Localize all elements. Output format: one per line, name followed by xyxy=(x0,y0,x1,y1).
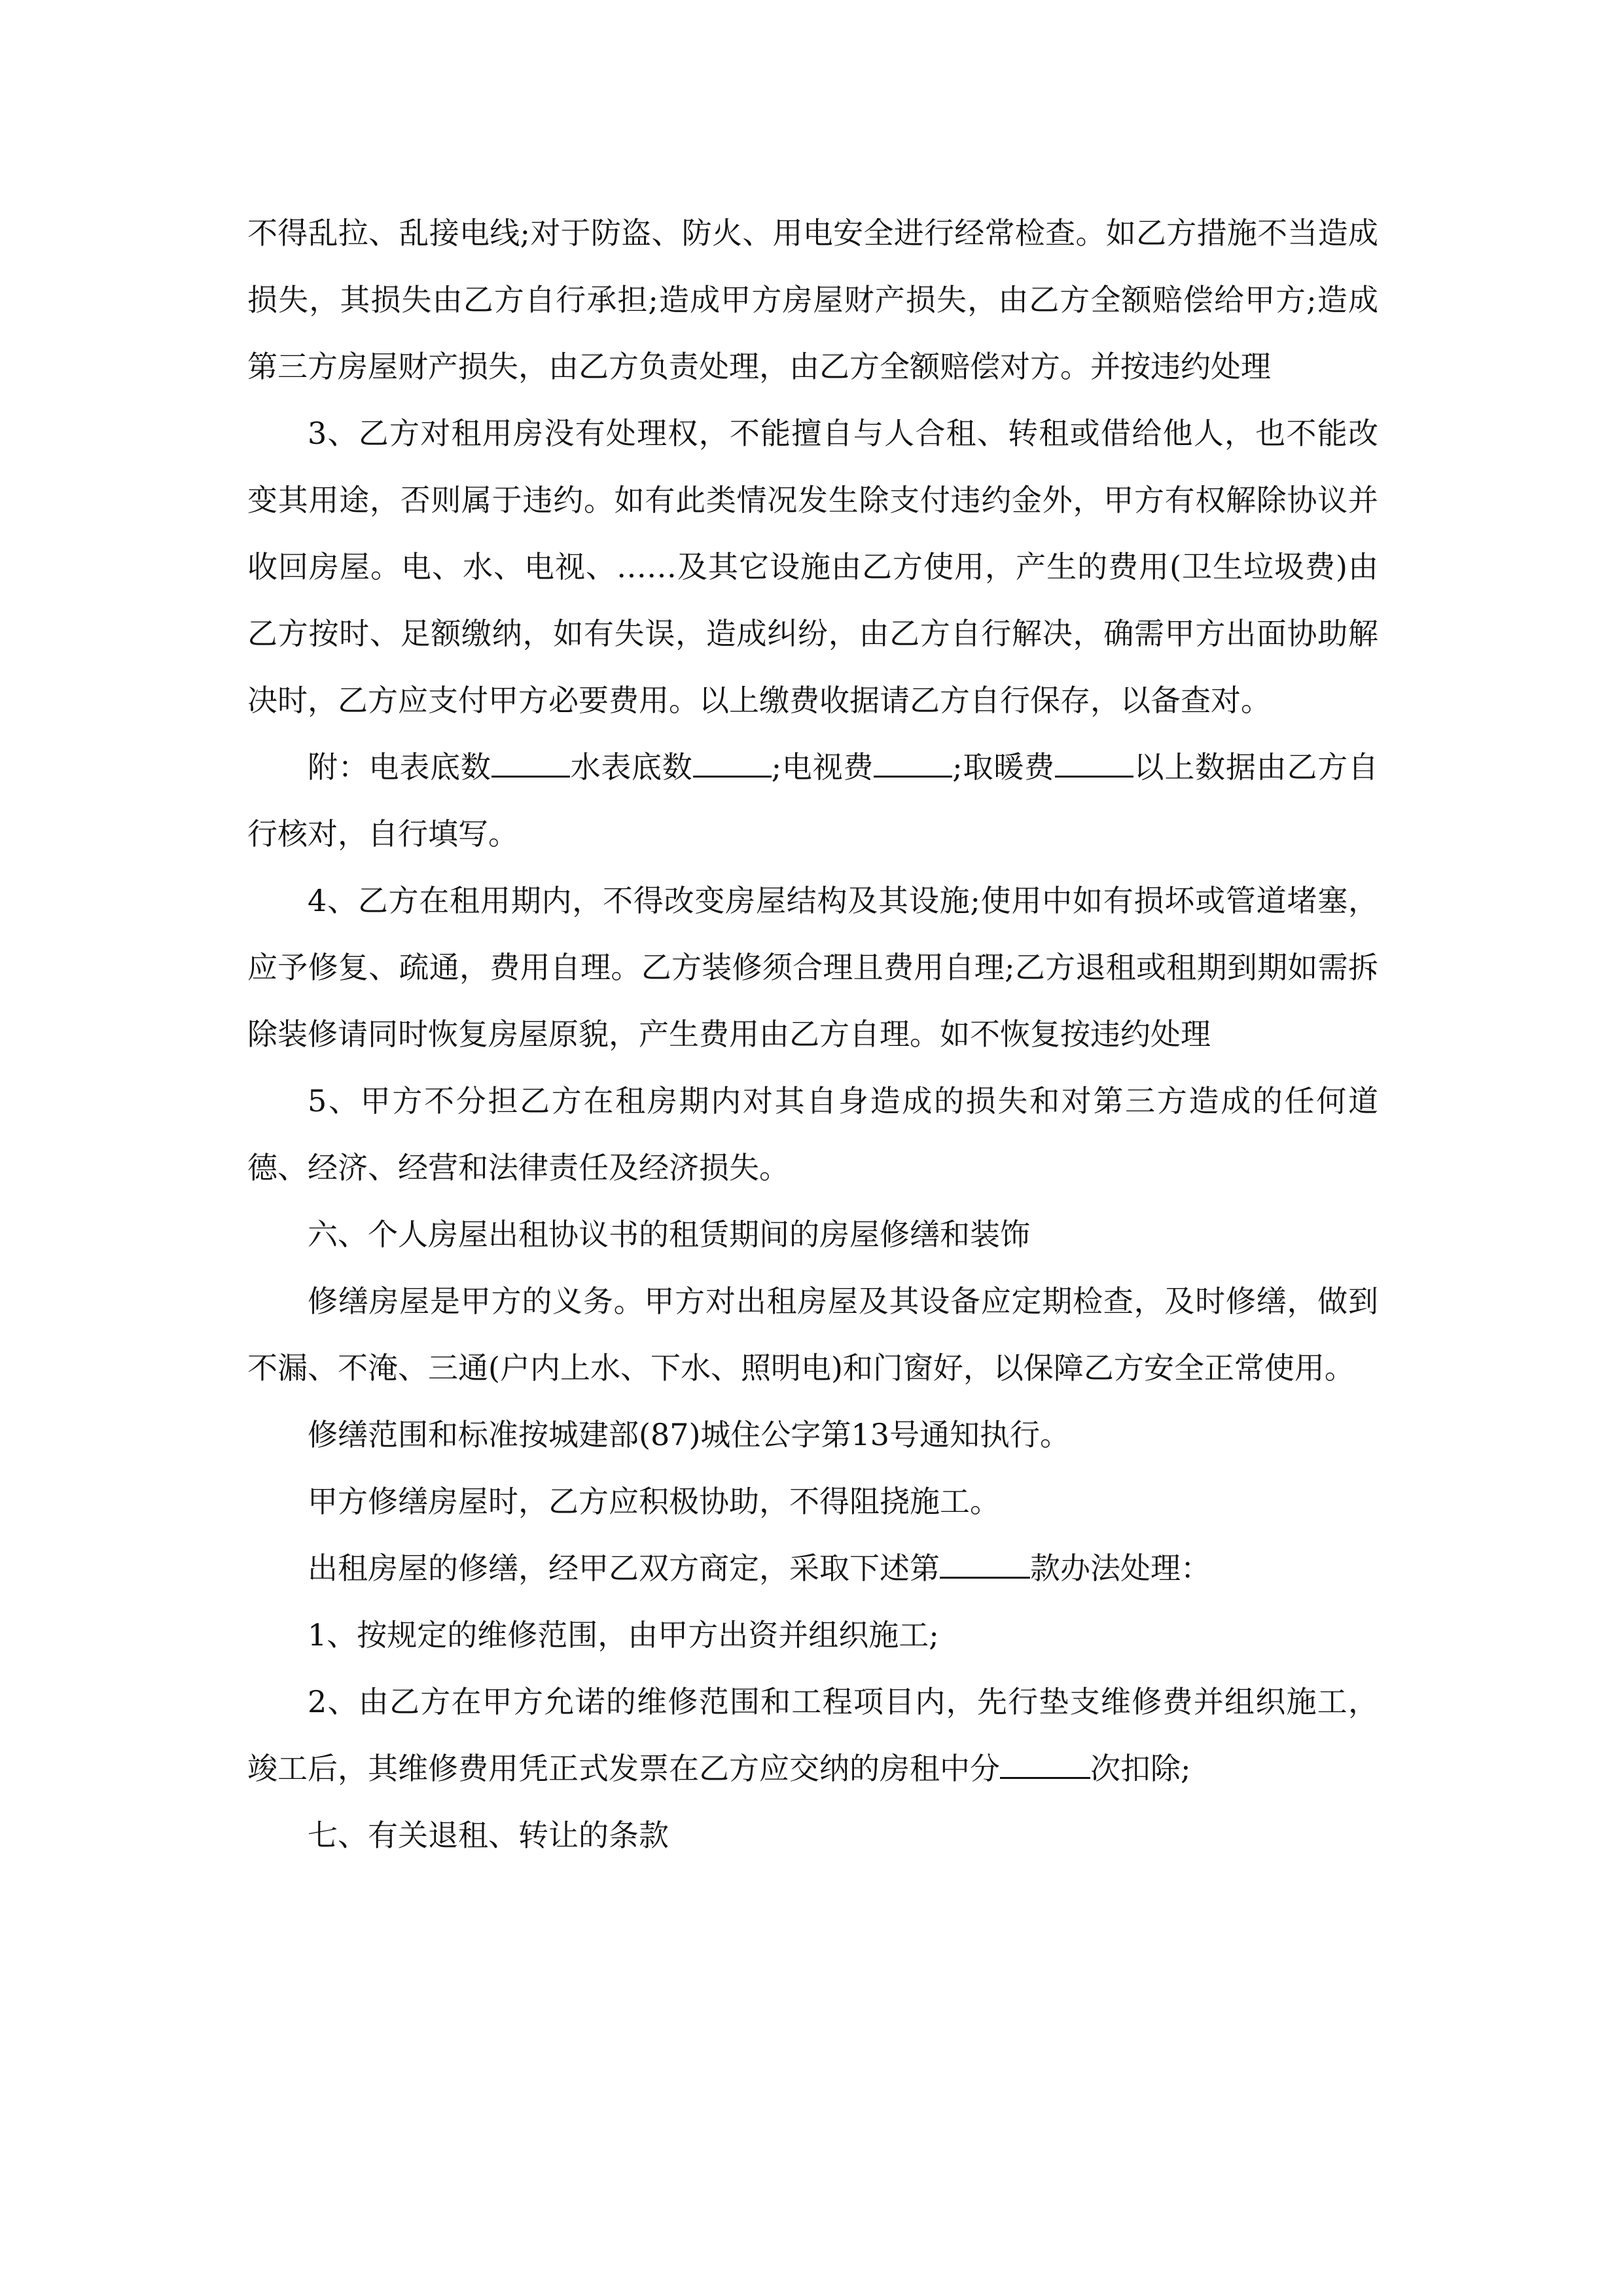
section-heading-six: 六、个人房屋出租协议书的租赁期间的房屋修缮和装饰 xyxy=(308,1217,1030,1252)
meter-electric-label: 附：电表底数 xyxy=(308,749,491,785)
blank-heating-fee[interactable] xyxy=(1055,749,1133,778)
section-heading-seven: 七、有关退租、转让的条款 xyxy=(308,1818,669,1853)
paragraph-method-1: 1、按规定的维修范围，由甲方出资并组织施工; xyxy=(308,1617,939,1653)
tv-fee-label: ;电视费 xyxy=(771,749,874,785)
blank-method-number[interactable] xyxy=(940,1551,1030,1579)
paragraph-repair-assist: 甲方修缮房屋时，乙方应积极协助，不得阻挠施工。 xyxy=(308,1484,1000,1519)
meter-note: 以上数据由乙方自行核对，自行填写。 xyxy=(247,749,1379,852)
blank-electric-meter[interactable] xyxy=(491,749,570,778)
blank-water-meter[interactable] xyxy=(693,749,772,778)
paragraph-repair-method xyxy=(247,1535,1378,1602)
repair-method-prefix: 出租房屋的修缮，经甲乙双方商定，采取下述第 xyxy=(308,1551,940,1586)
paragraph-method-2 xyxy=(247,1668,1378,1802)
repair-method-suffix: 款办法处理： xyxy=(1030,1551,1211,1586)
method-2-suffix: 次扣除; xyxy=(1090,1751,1191,1786)
method-2-prefix: 2、由乙方在甲方允诺的维修范围和工程项目内，先行垫支维修费并组织施工，竣工后，其维修费用凭正式发票在乙方应交纳的房租中分 xyxy=(247,1684,1378,1786)
paragraph-continuation: 不得乱拉、乱接电线;对于防盗、防火、用电安全进行经常检查。如乙方措施不当造成损失，其损失由乙方自行承担;造成甲方房屋财产损失，由乙方全额赔偿给甲方;造成第三方房屋财产损失，由乙方负责处理，由乙方全额赔偿对方。并按违约处理 xyxy=(247,215,1378,384)
document-page xyxy=(247,200,1378,1869)
paragraph-item-5: 5、甲方不分担乙方在租房期内对其自身造成的损失和对第三方造成的任何道德、经济、经营和法律责任及经济损失。 xyxy=(247,1083,1378,1185)
meter-water-label: 水表底数 xyxy=(569,749,693,785)
heating-fee-label: ;取暖费 xyxy=(952,749,1055,785)
blank-tv-fee[interactable] xyxy=(874,749,952,778)
paragraph-meter-readings xyxy=(247,734,1378,867)
paragraph-item-4: 4、乙方在租用期内，不得改变房屋结构及其设施;使用中如有损坏或管道堵塞，应予修复、疏通，费用自理。乙方装修须合理且费用自理;乙方退租或租期到期如需拆除装修请同时恢复房屋原貌，产生费用由乙方自理。如不恢复按违约处理 xyxy=(247,883,1378,1052)
blank-installment-count[interactable] xyxy=(1000,1751,1090,1779)
paragraph-item-3: 3、乙方对租用房没有处理权，不能擅自与人合租、转租或借给他人，也不能改变其用途，否则属于违约。如有此类情况发生除支付违约金外，甲方有权解除协议并收回房屋。电、水、电视、……及其它设施由乙方使用，产生的费用(卫生垃圾费)由乙方按时、足额缴纳，如有失误，造成纠纷，由乙方自行解决，确需甲方出面协助解决时，乙方应支付甲方必要费用。以上缴费收据请乙方自行保存，以备查对。 xyxy=(247,416,1378,718)
paragraph-repair-scope: 修缮范围和标准按城建部(87)城住公字第13号通知执行。 xyxy=(308,1417,1070,1452)
paragraph-repair-duty: 修缮房屋是甲方的义务。甲方对出租房屋及其设备应定期检查，及时修缮，做到不漏、不淹、三通(户内上水、下水、照明电)和门窗好，以保障乙方安全正常使用。 xyxy=(247,1283,1378,1386)
